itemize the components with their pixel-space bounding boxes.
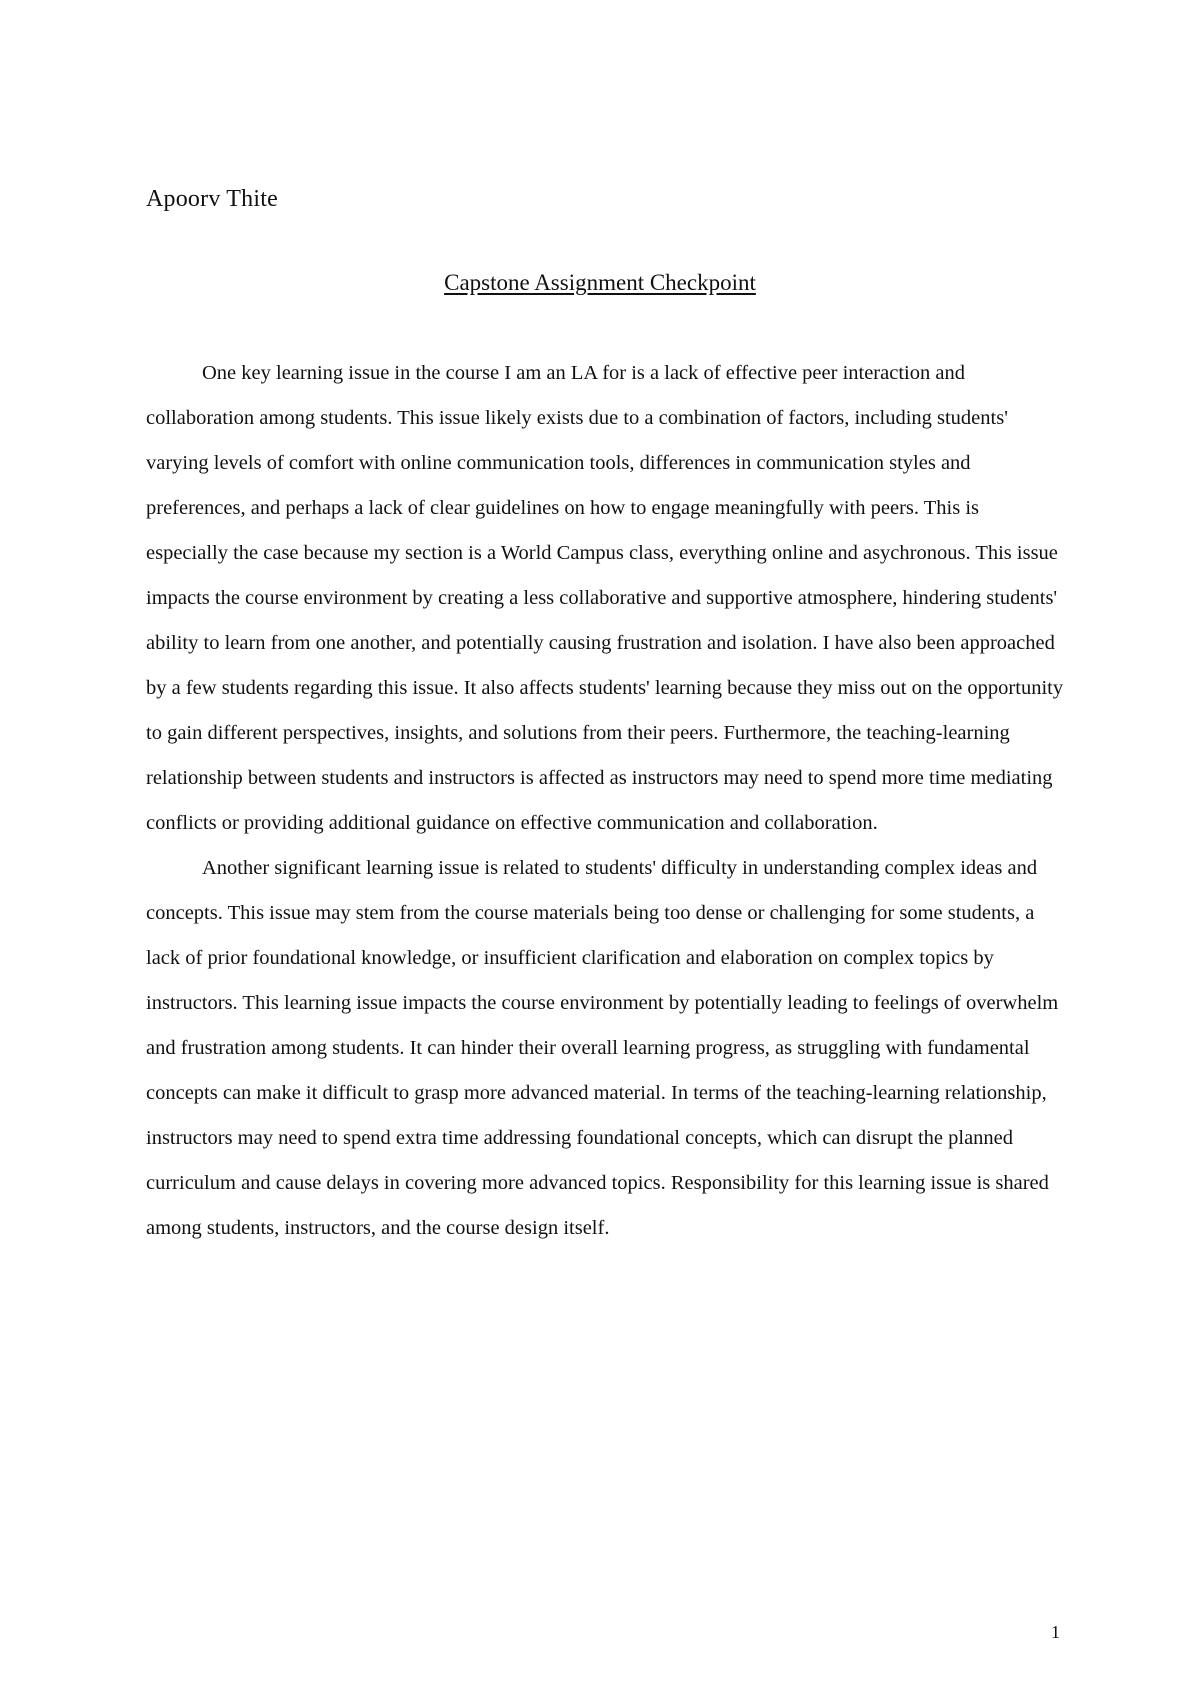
paragraph-1: One key learning issue in the course I am an LA for is a lack of effective peer interaction and collaboration among students. This issue likely exists due to a combination of factors, including students' varying levels of comfort with online communication tools, differences in communication styles and preferences, and perhaps a lack of clear guidelines on how to engage meaningfully with peers. This is especially the case because my section is a World Campus class, everything online and asychronous. This issue impacts the course environment by creating a less collaborative and supportive atmosphere, hindering students' ability to learn from one another, and potentially causing frustration and isolation. I have also been approached by a few students regarding this issue. It also affects students' learning because they miss out on the opportunity to gain different perspectives, insights, and solutions from their peers. Furthermore, the teaching-learning relationship between students and instructors is affected as instructors may need to spend more time mediating conflicts or providing additional guidance on effective communication and collaboration. — [146, 362, 1064, 834]
document-title: Capstone Assignment Checkpoint — [444, 270, 756, 295]
paragraph-2: Another significant learning issue is related to students' difficulty in understanding complex ideas and concepts. This issue may stem from the course materials being too dense or challenging for some students, a lack of prior foundational knowledge, or insufficient clarification and elaboration on complex topics by instructors. This learning issue impacts the course environment by potentially leading to feelings of overwhelm and frustration among students. It can hinder their overall learning progress, as struggling with fundamental concepts can make it difficult to grasp more advanced material. In terms of the teaching-learning relationship, instructors may need to spend extra time addressing foundational concepts, which can disrupt the planned curriculum and cause delays in covering more advanced topics. Responsibility for this learning issue is shared among students, instructors, and the course design itself. — [146, 857, 1059, 1239]
document-body — [146, 351, 1066, 1251]
author-name: Apoorv Thite — [146, 186, 278, 212]
page-number: 1 — [1051, 1622, 1060, 1642]
